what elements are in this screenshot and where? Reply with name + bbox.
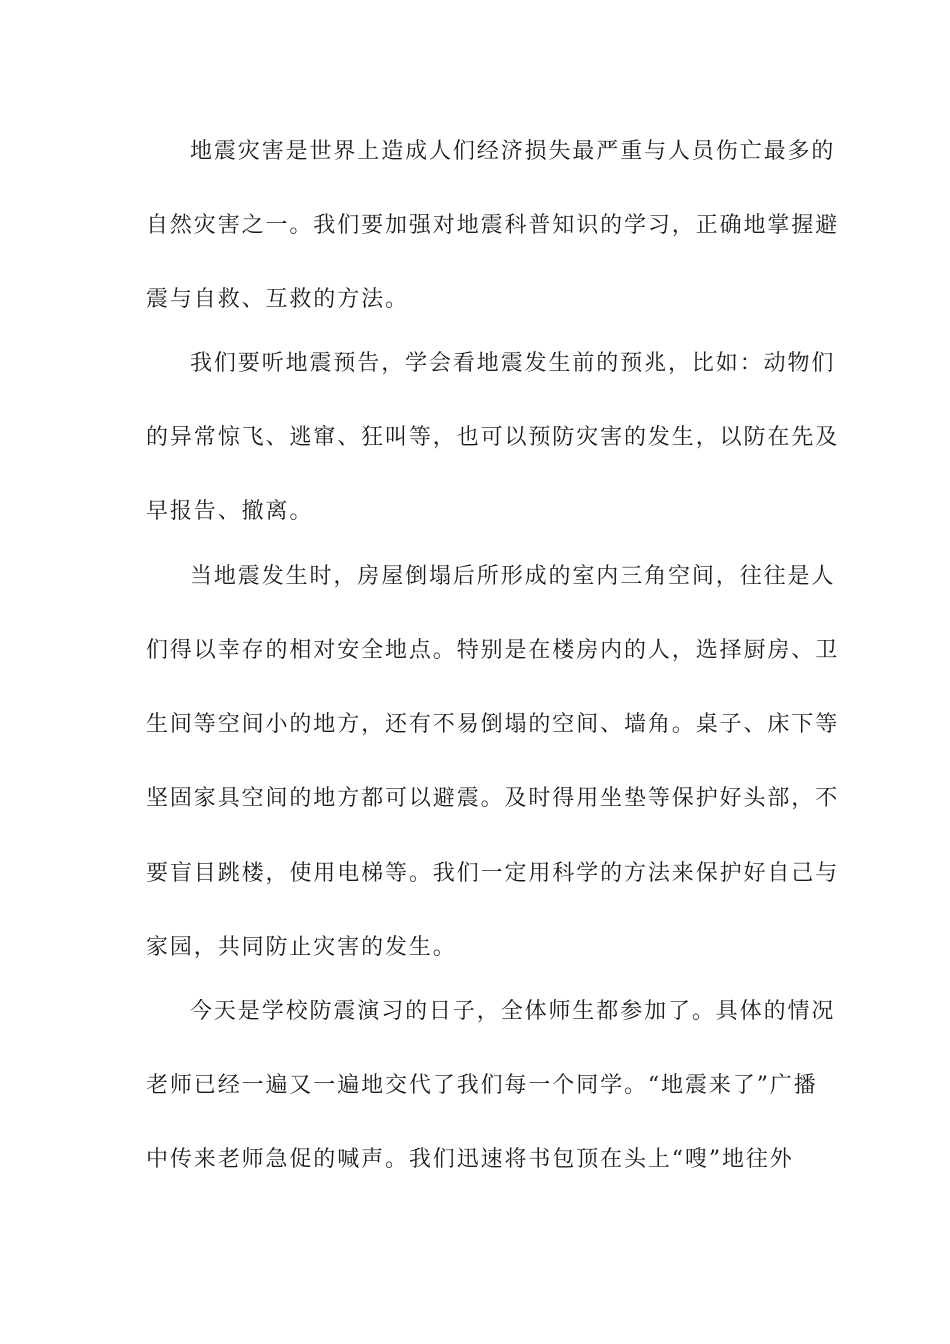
paragraph-3-line-1: 当地震发生时，房屋倒塌后所形成的室内三角空间，往往是人 (190, 564, 836, 589)
paragraph-1-line-1: 地震灾害是世界上造成人们经济损失最严重与人员伤亡最多的 (190, 139, 836, 164)
paragraph-3-line-2: 们得以幸存的相对安全地点。特别是在楼房内的人，选择厨房、卫 (146, 638, 840, 663)
paragraph-3-line-5: 要盲目跳楼，使用电梯等。我们一定用科学的方法来保护好自己与 (146, 861, 840, 886)
paragraph-2-line-2: 的异常惊飞、逃窜、狂叫等，也可以预防灾害的发生，以防在先及 (146, 425, 840, 450)
paragraph-3-line-3: 生间等空间小的地方，还有不易倒塌的空间、墙角。桌子、床下等 (146, 712, 840, 737)
paragraph-4-line-1: 今天是学校防震演习的日子，全体师生都参加了。具体的情况 (190, 999, 836, 1024)
paragraph-3-line-4: 坚固家具空间的地方都可以避震。及时得用坐垫等保护好头部，不 (146, 786, 840, 811)
paragraph-2-line-3: 早报告、撤离。 (146, 499, 314, 524)
paragraph-1-line-3: 震与自救、互救的方法。 (146, 287, 409, 312)
paragraph-4-line-2: 老师已经一遍又一遍地交代了我们每一个同学。“地震来了”广播 (146, 1073, 818, 1098)
paragraph-4-line-3: 中传来老师急促的喊声。我们迅速将书包顶在头上“嗖”地往外 (146, 1147, 794, 1172)
paragraph-2-line-1: 我们要听地震预告，学会看地震发生前的预兆，比如：动物们 (190, 351, 836, 376)
paragraph-1-line-2: 自然灾害之一。我们要加强对地震科普知识的学习，正确地掌握避 (146, 213, 840, 238)
paragraph-3-line-6: 家园，共同防止灾害的发生。 (146, 935, 457, 960)
